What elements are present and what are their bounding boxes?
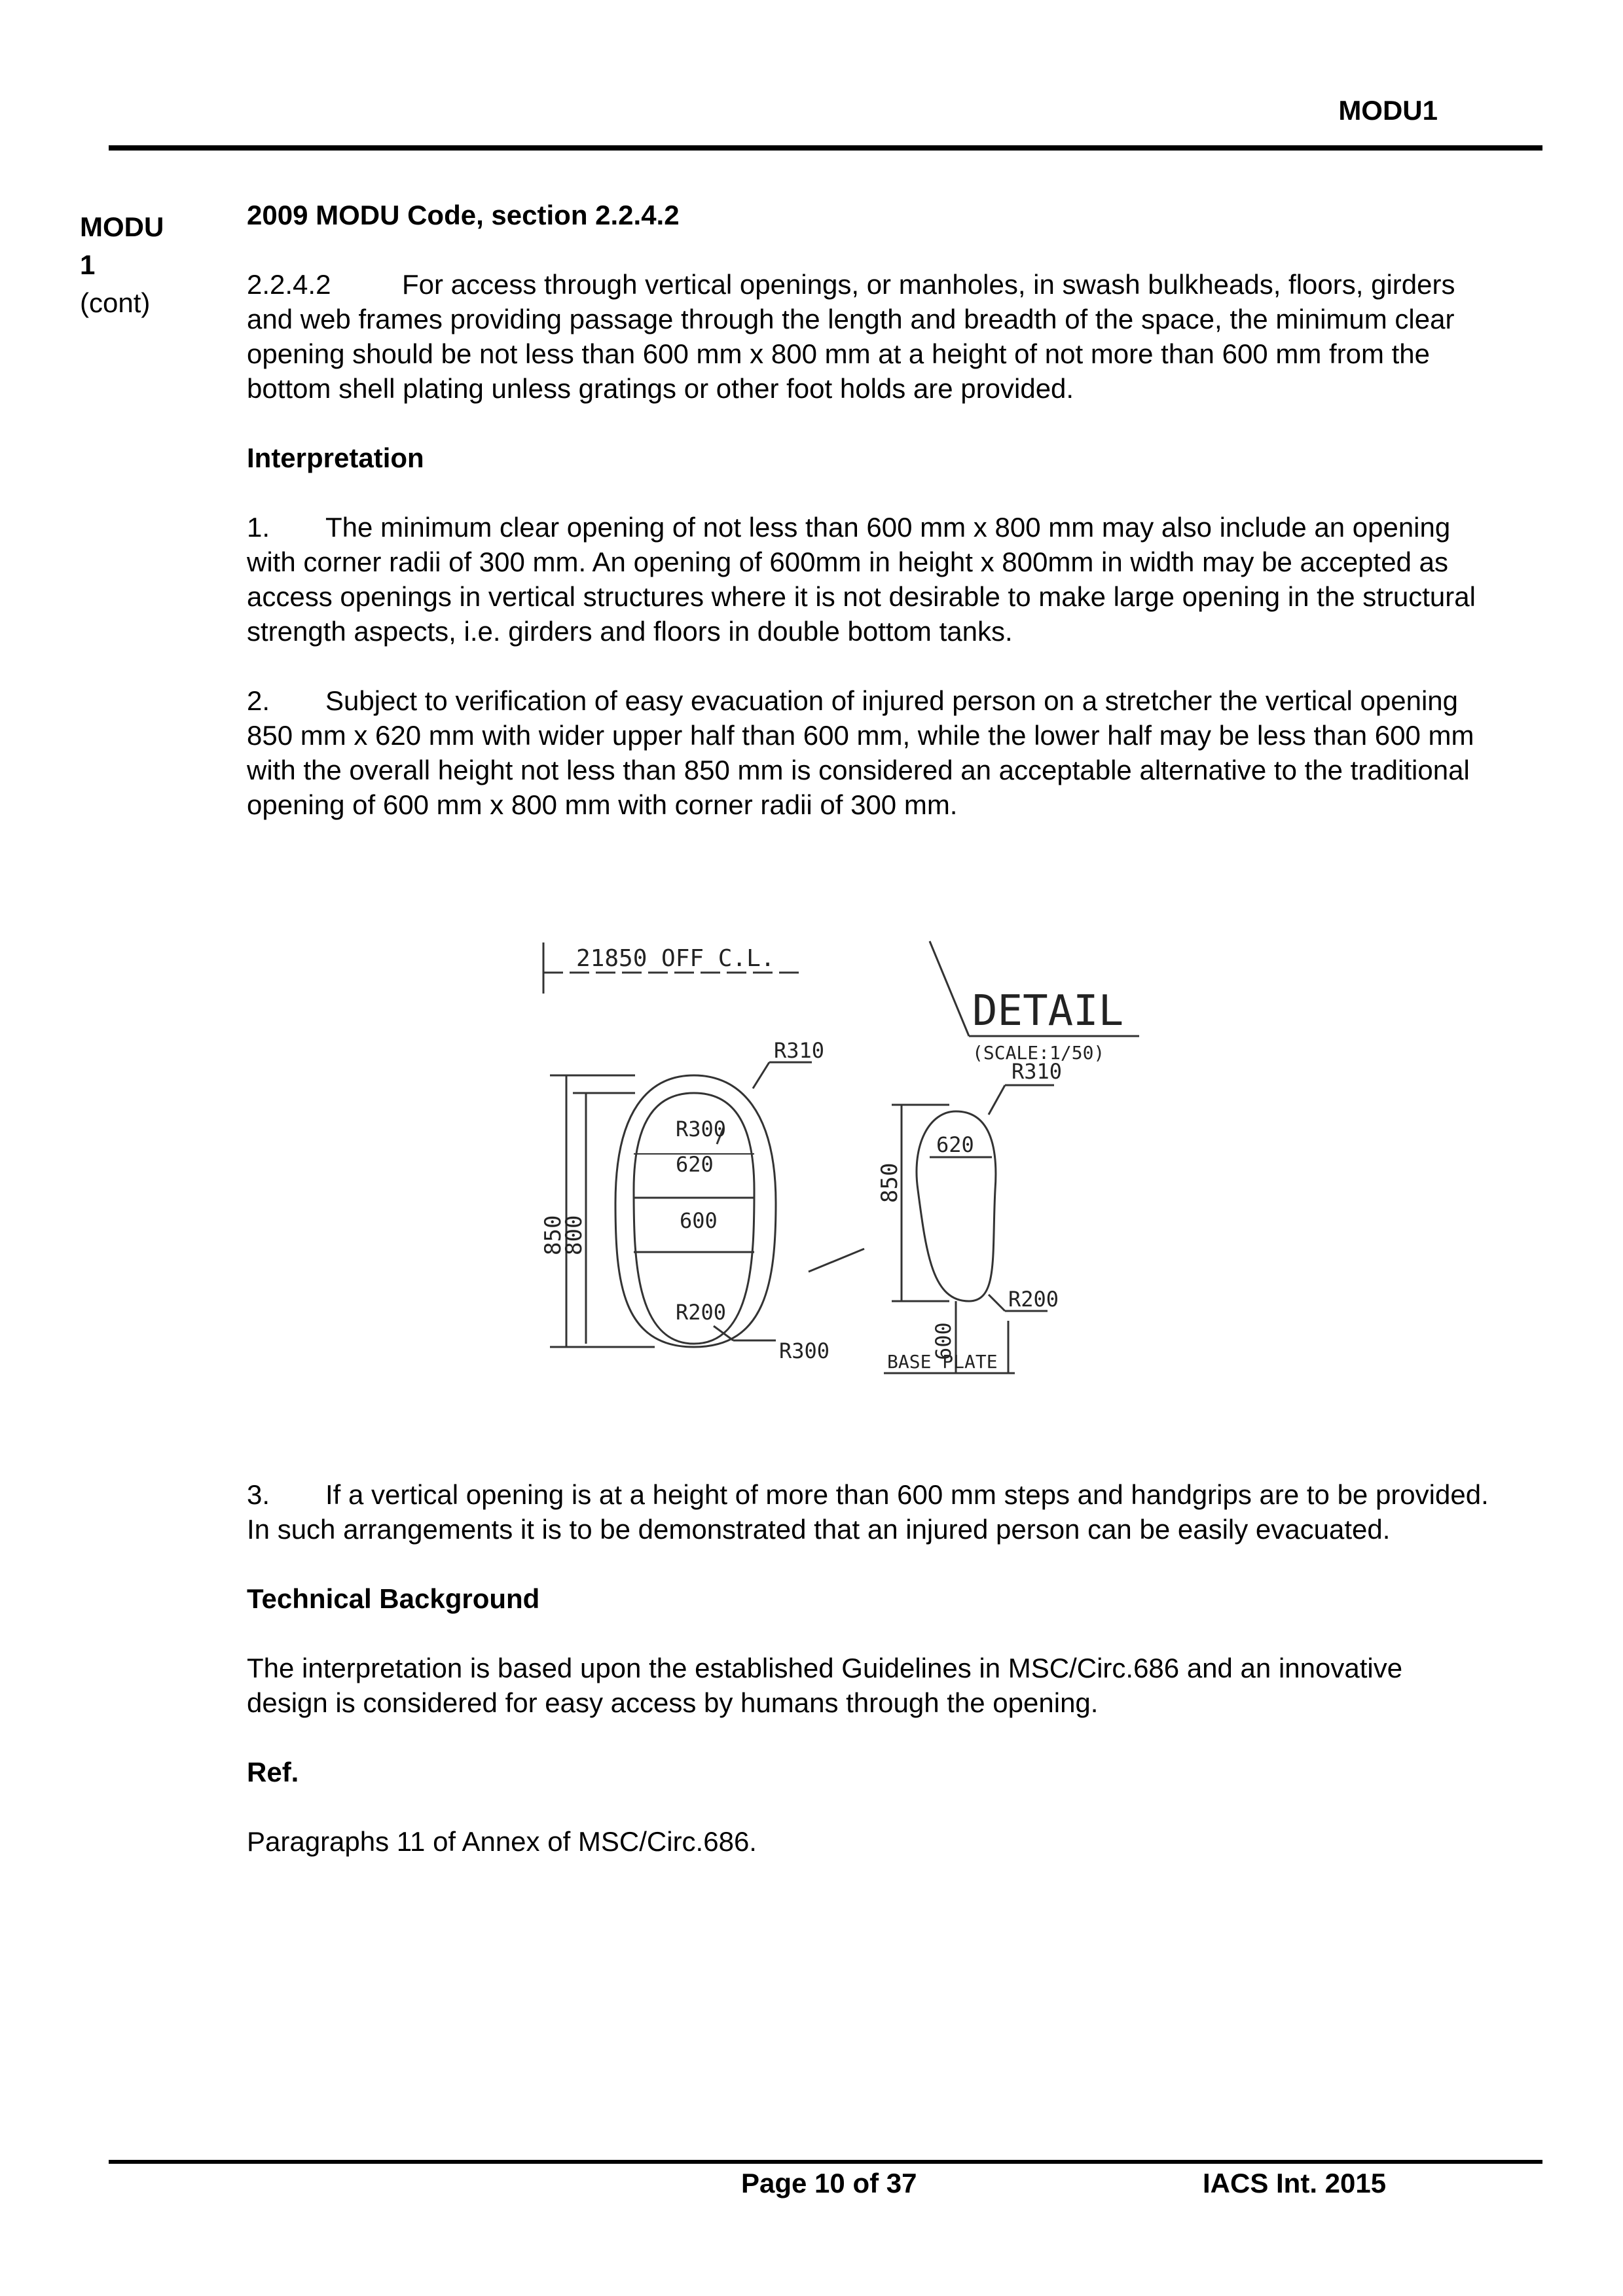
interpretation-heading: Interpretation [247,442,424,473]
technical-text: The interpretation is based upon the established Guidelines in MSC/Circ.686 and an innovative design is considered for easy access by humans through the opening. [247,1653,1403,1718]
clause-text: For access through vertical openings, or manholes, in swash bulkheads, floors, girders and web frames providing passage through the length and breadth of the space, the minimum clear opening should be not less than 600 mm x 800 mm at a height of not more than 600 mm from the bottom shell plating unless gratings or other foot holds are provided. [247,269,1455,404]
footer-doc-id: IACS Int. 2015 [1203,2168,1387,2198]
header-rule [109,145,1542,151]
label-h850-left: 850 [540,1215,566,1255]
label-scale: (SCALE:1/50) [972,1042,1105,1064]
opening-detail-drawing [537,928,1250,1386]
label-base-plate: BASE PLATE [887,1351,998,1372]
label-offset: 21850 OFF C.L. [576,945,775,972]
interpretation-item-1 [247,510,1491,649]
margin-label [80,208,185,322]
item-text: Subject to verification of easy evacuation of injured person on a stretcher the vertical opening 850 mm x 620 mm with wider upper half than 600 mm, while the lower half may be less than 600 mm with the overall height not less than 850 mm is considered an acceptable alternative to the traditional opening of 600 mm x 800 mm with corner radii of 300 mm. [247,685,1474,820]
label-w620-left: 620 [676,1152,714,1177]
ref-text: Paragraphs 11 of Annex of MSC/Circ.686. [247,1826,757,1857]
ref-heading: Ref. [247,1757,299,1787]
section-title: 2009 MODU Code, section 2.2.4.2 [247,200,680,230]
technical-heading: Technical Background [247,1583,540,1614]
label-r310-left: R310 [774,1038,825,1063]
label-r300-lower: R300 [779,1338,830,1363]
label-r310-right: R310 [1012,1059,1063,1084]
label-r200-right: R200 [1008,1287,1059,1312]
label-h800: 800 [561,1215,587,1255]
clause-number: 2.2.4.2 [247,269,331,300]
item-text: The minimum clear opening of not less than 600 mm x 800 mm may also include an opening with corner radii of 300 mm. An opening of 600mm in height x 800mm in width may be accepted as access openings in vertical structures where it is not desirable to make large opening in the structural strength aspects, i.e. girders and floors in double bottom tanks. [247,512,1476,647]
item-number: 1. [247,512,270,543]
margin-label-line1: MODU [80,211,164,242]
interpretation-item-3 [247,1477,1491,1547]
main-content [247,198,1491,822]
page-number: Page 10 of 37 [741,2168,917,2198]
label-w620-right: 620 [936,1132,974,1157]
footer-rule [109,2160,1542,2164]
drawing-svg [537,928,1250,1386]
item-text: If a vertical opening is at a height of more than 600 mm steps and handgrips are to be provided. In such arrangements it is to be demonstrated that an injured person can be easily evacuated. [247,1479,1489,1545]
item-number: 2. [247,685,270,716]
label-r200-left: R200 [676,1300,727,1325]
header-doc-id: MODU1 [1338,95,1438,126]
margin-label-line3: (cont) [80,287,151,318]
label-h850-right: 850 [877,1162,903,1203]
margin-label-line2: 1 [80,249,96,280]
interpretation-item-2 [247,683,1491,822]
lower-content [247,1477,1491,1859]
clause-paragraph [247,267,1491,406]
item-number: 3. [247,1479,270,1510]
label-detail-title: DETAIL [972,987,1124,1035]
label-r300-upper: R300 [676,1117,727,1141]
label-w600: 600 [680,1208,718,1233]
label-h600: 600 [931,1322,956,1360]
